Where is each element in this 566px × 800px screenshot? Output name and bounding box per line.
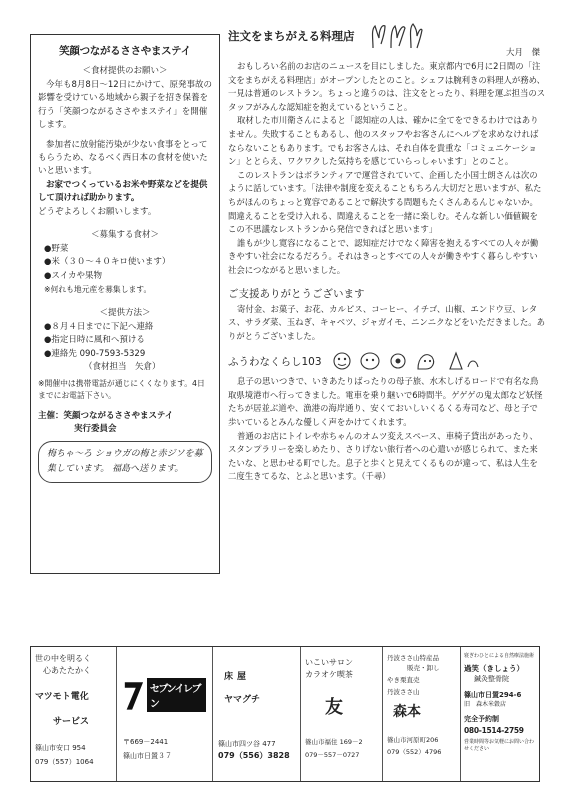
ad6-line-1: 寝ぎわひとによる自然療法施術 — [464, 653, 535, 659]
ad2-brand: セブンイレブン — [147, 678, 206, 712]
request-paragraph-2: 参加者に放射能汚染が少ない食事をとってもらうため、なるべく西日本の食材を使いたいと思います。 — [38, 139, 208, 177]
ad1-sub: サービス — [53, 717, 90, 727]
paragraph: 息子の思いつきで、いきあたりばったりの母子旅、水木しげるロードで有名な鳥取県境港市へ行ってきました。電車を乗り継いで6時間半。ゲゲゲの鬼太郎など妖怪たちが居並ぶ道や、漁港の海岸通り、安くておいしいくるくる寿司など、母と子で歩いているとみんな優しく声をかけてくれます。 — [228, 376, 543, 428]
handwritten-note: 梅ちゃ～ろ ショウガの梅と赤ジソを募集しています。 福島へ送ります。 — [38, 441, 212, 483]
hands-doodle-icon — [369, 20, 423, 50]
ad3-address: 篠山市四ツ谷 477 — [218, 740, 276, 748]
ad5-phone: 079（552）4796 — [387, 748, 442, 756]
article2-title: ご支援ありがとうございます — [228, 287, 365, 300]
ad4-address: 篠山市福住 169－2 — [305, 738, 363, 746]
stay-notice-box — [30, 34, 220, 574]
seven-logo-icon — [123, 677, 145, 713]
ad4-phone: 079－557－0727 — [305, 751, 360, 759]
phone-note: ※開催中は携帯電話が通じにくくなります。4日までにお電話下さい。 — [38, 379, 205, 401]
article3-body — [228, 375, 546, 484]
ad3-type: 床屋 — [224, 672, 251, 682]
list-item: ●指定日時に風和へ預ける — [44, 335, 145, 346]
ad5-name: 森本 — [393, 704, 421, 720]
ad3-phone: 079（556）3828 — [218, 751, 290, 760]
ad4-line-2: カラオケ喫茶 — [305, 670, 353, 679]
ad4-line-1: いこいサロン — [305, 658, 353, 667]
article2-body — [228, 303, 546, 344]
list-item: ●スイカや果物 — [44, 270, 102, 281]
ad-seven-eleven — [117, 647, 213, 781]
ad2-zip: 〒669－2441 — [123, 738, 169, 746]
ad6-line-3: 完全予約制 — [464, 715, 499, 723]
request-paragraph-1: 今年も8月8日～12日にかけて、原発事故の影響を受けている地域から親子を招き保養を行う「笑顔つながるささやまステイ」を開催します。 — [38, 80, 212, 131]
paragraph: 取材した市川衛さんによると「認知症の人は、確かに全てをできるわけではありません。失敗することもあるし、他のスタッフやお客さんにヘルプを求めなければならないこともあります。でもお客さんは、それ自体を貴重な「コミュニケーション」ととらえ、ワクワクした気持ちを感じていらっしゃいます」とのこと。 — [228, 115, 539, 167]
ad-tomo — [301, 647, 383, 781]
organizer-label-2: 実行委員会 — [74, 424, 117, 435]
ad2-logo — [123, 677, 206, 713]
paragraph: 普通のお店にトイレや赤ちゃんのオムツ変えスペース、車椅子貸出があったり、スタンプラリーを楽しめたり、さりげない旅行者への心遣いが感じられて、また来たいな、と思わせる町でした。息子と歩くと見えてくるものが違って、私は人生を二度生きてるな、とふと思います。（千尋） — [228, 430, 538, 482]
ad6-address-2: 旧 森木米穀店 — [464, 701, 507, 708]
list-item: ●連絡先 090-7593-5329 — [44, 348, 146, 359]
ad5-line-4: 丹波ささ山 — [387, 688, 420, 696]
request-paragraph-3: お家でつくっているお米や野菜などを提供して頂ければ助かります。 — [38, 179, 208, 204]
method-list — [38, 321, 212, 375]
paragraph: 誰もが少し寛容になることで、認知症だけでなく障害を抱えるすべての人々が働きやすい社会になるだろう。それはきっとすべての人々が働きやすく暮らしやすい社会につながると思いました。 — [228, 237, 539, 275]
items-list — [38, 243, 212, 297]
paragraph: このレストランはボランティアで運営されていて、企画した小国士朗さんは次のように話しています。「法律や制度を変えることもちろん大切だと思いますが、私たちがほんのちょっと寛容であることで解決する問題もたくさんあるんじゃないか。間違えることを受け入れる、間違えることを一緒に楽しむ。そんな新しい価値観をこの不思議なレストランから発信できればと思います」 — [228, 169, 542, 235]
ad5-line-1: 丹波ささ山特産品 — [387, 654, 439, 662]
list-item: ●８月４日までに下記へ連絡 — [44, 321, 154, 332]
ad5-address: 篠山市河原町206 — [387, 736, 439, 744]
article1-body — [228, 60, 546, 278]
ad-kisho — [461, 647, 538, 781]
ad-strip — [30, 646, 540, 782]
ad1-phone: 079（557）1064 — [35, 758, 94, 766]
ad6-line-2: 鍼灸整骨院 — [474, 675, 509, 683]
ad5-line-2: 販売・卸し — [407, 664, 440, 672]
right-column — [228, 20, 546, 484]
article3-header — [228, 349, 546, 373]
contact-person: （食材担当 矢倉） — [84, 361, 161, 372]
ad-yamaguchi — [213, 647, 301, 781]
faces-doodle-icon — [330, 349, 480, 373]
article1-title: 注文をまちがえる料理店 — [228, 29, 355, 43]
organizer-label: 主催：笑顔つながるささやまステイ — [38, 411, 174, 422]
left-column — [30, 34, 220, 574]
ad1-slogan-1: 世の中を明るく — [35, 654, 91, 663]
ad3-name: ヤマグチ — [224, 695, 261, 705]
article1-header — [228, 20, 546, 46]
stay-title: 笑顔つながるささやまステイ — [59, 45, 191, 57]
article1-author: 大月 傑 — [505, 48, 540, 58]
items-heading: ＜募集する食材＞ — [90, 230, 159, 241]
paragraph: 寄付金、お菓子、お花、カルピス、コーヒー、イチゴ、山椒、エンドウ豆、レタス、サラダ菜、玉ねぎ、キャベツ、ジャガイモ、ニンニクなどをいただきました。ありがとうございました。 — [228, 303, 545, 341]
article3-title: ふうわなくらし103 — [228, 355, 322, 368]
list-item: ●野菜 — [44, 244, 69, 255]
request-heading: ＜食材提供のお願い＞ — [82, 66, 168, 76]
ad1-name: マツモト電化 — [35, 692, 89, 702]
paragraph: おもしろい名前のお店のニュースを目にしました。東京都内で6月に2日間の「注文をまちがえる料理店」がオープンしたとのこと。シェフは腕利きの料理人が務め、一見は普通のレストラン。ちょっと違うのは、注文をとったり、料理を運ぶ担当のスタッフがみんな認知症を抱えているということ。 — [228, 61, 546, 112]
request-paragraph-4: どうぞよろしくお願いします。 — [38, 206, 157, 217]
method-heading: ＜提供方法＞ — [99, 307, 151, 318]
items-note: ※何れも地元産を募集します。 — [44, 285, 152, 295]
ad1-slogan-2: 心あたたかく — [43, 666, 91, 675]
ad-matsumoto — [31, 647, 117, 781]
list-item: ●米（３０～４０キロ使います） — [44, 257, 171, 268]
ad2-address: 篠山市日置３７ — [123, 752, 172, 760]
organizer — [38, 410, 212, 436]
ad5-line-3: やき栗直売 — [387, 676, 420, 684]
ad-morimoto — [383, 647, 461, 781]
ad6-note: 営業時間等お気軽にお問い合わせください — [464, 739, 535, 752]
ad6-address: 篠山市日置294-6 — [464, 691, 522, 699]
ad6-name: 過笑（きしょう） — [464, 664, 524, 673]
ad6-phone: 080-1514-2759 — [464, 726, 524, 735]
ad4-name: 友 — [325, 697, 343, 718]
ad1-address: 篠山市安口 954 — [35, 744, 86, 752]
